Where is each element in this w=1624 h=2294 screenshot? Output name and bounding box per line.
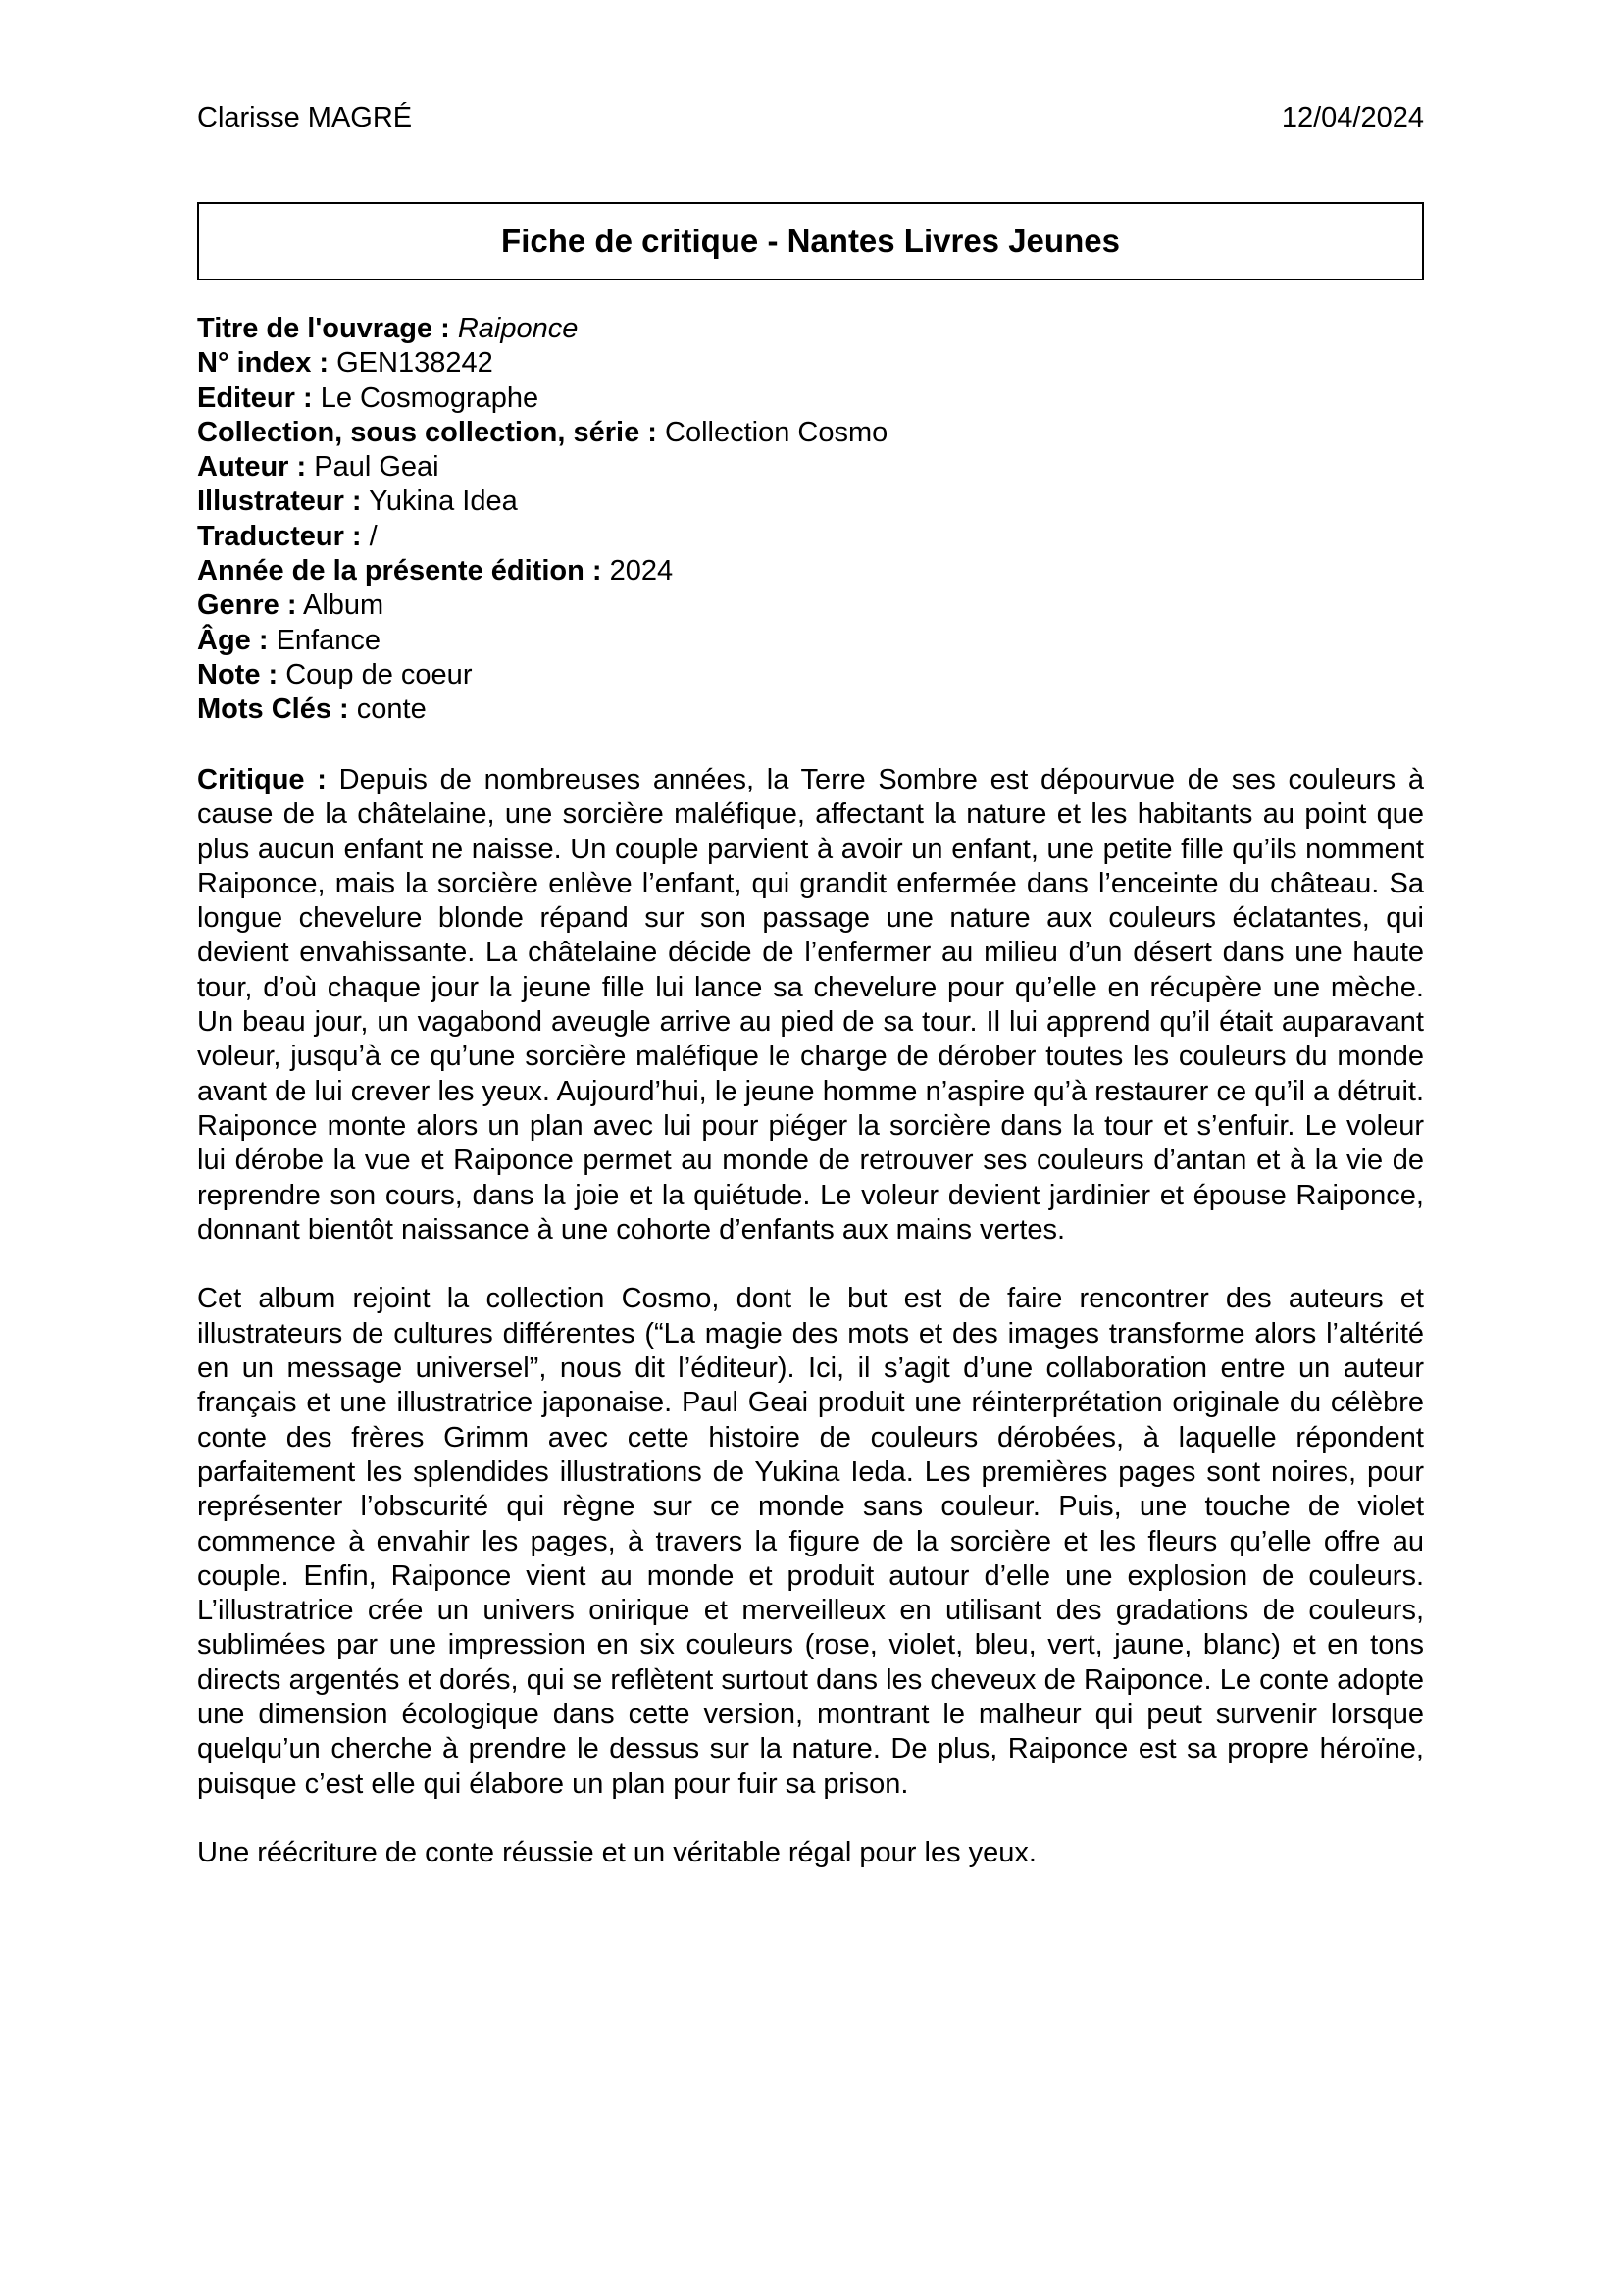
meta-row-translator	[197, 520, 1424, 554]
meta-row-genre	[197, 588, 1424, 623]
meta-label: N° index :	[197, 347, 330, 380]
critique-paragraph-2: Cet album rejoint la collection Cosmo, dont le but est de faire rencontrer des auteurs et illustrateurs de cultures différentes (“La magie des mots et des images transforme alors l’altérité en un message universel”, nous dit l’éditeur). Ici, il s’agit d’une collaboration entre un auteur français et une illustratrice japonaise. Paul Geai produit une réinterprétation originale du célèbre conte des frères Grimm avec cette histoire de couleurs dérobées, à laquelle répondent parfaitement les splendides illustrations de Yukina Ieda. Les premières pages sont noires, pour représenter l’obscurité qui règne sur ce monde sans couleur. Puis, une touche de violet commence à envahir les pages, à travers la figure de la sorcière et les fleurs qu’elle offre au couple. Enfin, Raiponce vient au monde et produit autour d’elle une explosion de couleurs. L’illustratrice crée un univers onirique et merveilleux en utilisant des gradations de couleurs, sublimées par une impression en six couleurs (rose, violet, bleu, vert, jaune, blanc) et en tons directs argentés et dorés, qui se reflètent surtout dans les cheveux de Raiponce. Le conte adopte une dimension écologique dans cette version, montrant le malheur qui peut survenir lorsque quelqu’un cherche à prendre le dessus sur la nature. De plus, Raiponce est sa propre héroïne, puisque c’est elle qui élabore un plan pour fuir sa prison.	[197, 1283, 1424, 1800]
meta-row-author	[197, 450, 1424, 484]
meta-value: Raiponce	[457, 313, 579, 344]
meta-label: Illustrateur :	[197, 485, 362, 518]
meta-label: Genre :	[197, 589, 297, 622]
meta-value: Enfance	[276, 624, 381, 656]
critique-paragraph-1	[197, 763, 1424, 1248]
meta-row-title	[197, 312, 1424, 346]
meta-label: Collection, sous collection, série :	[197, 416, 657, 448]
meta-value: Coup de coeur	[278, 658, 473, 690]
meta-label: Âge :	[197, 624, 269, 656]
document-title: Fiche de critique - Nantes Livres Jeunes	[501, 223, 1120, 259]
meta-value: Collection Cosmo	[665, 416, 888, 448]
meta-row-illustrator	[197, 484, 1424, 519]
meta-value: GEN138242	[336, 347, 493, 380]
meta-value: Le Cosmographe	[320, 382, 539, 414]
critique-conclusion: Une réécriture de conte réussie et un véritable régal pour les yeux.	[197, 1837, 1037, 1869]
meta-row-index	[197, 346, 1424, 381]
meta-row-rating	[197, 658, 1424, 692]
meta-value: /	[369, 520, 378, 552]
meta-value: Yukina Idea	[369, 485, 518, 518]
meta-value: Paul Geai	[314, 451, 439, 484]
book-metadata	[197, 312, 1424, 728]
critique-label: Critique :	[197, 764, 327, 795]
critique-section	[197, 763, 1424, 1906]
meta-value: conte	[356, 693, 427, 726]
meta-label: Titre de l'ouvrage :	[197, 313, 450, 344]
meta-label: Année de la présente édition :	[197, 555, 602, 587]
meta-row-edition-year	[197, 554, 1424, 588]
meta-value: Album	[303, 589, 384, 622]
meta-row-publisher	[197, 382, 1424, 416]
meta-label: Mots Clés :	[197, 693, 349, 726]
review-date: 12/04/2024	[1281, 102, 1424, 133]
meta-row-age	[197, 624, 1424, 658]
title-box	[197, 202, 1424, 280]
meta-label: Auteur :	[197, 451, 307, 484]
reviewer-name: Clarisse MAGRÉ	[197, 102, 413, 133]
meta-value: 2024	[609, 555, 674, 587]
critique-text: Depuis de nombreuses années, la Terre Sombre est dépourvue de ses couleurs à cause de la châtelaine, une sorcière maléfique, affectant la nature et les habitants au point que plus aucun enfant ne naisse. Un couple parvient à avoir un enfant, une petite fille qu’ils nomment Raiponce, mais la sorcière enlève l’enfant, qui grandit enfermée dans l’enceinte du château. Sa longue chevelure blonde répand sur son passage une nature aux couleurs éclatantes, qui devient envahissante. La châtelaine décide de l’enfermer au milieu d’un désert dans une haute tour, d’où chaque jour la jeune fille lui lance sa chevelure pour qu’elle en récupère une mèche. Un beau jour, un vagabond aveugle arrive au pied de sa tour. Il lui apprend qu’il était auparavant voleur, jusqu’à ce qu’une sorcière maléfique le charge de dérober toutes les couleurs du monde avant de lui crever les yeux. Aujourd’hui, le jeune homme n’aspire qu’à restaurer ce qu’il a détruit. Raiponce monte alors un plan avec lui pour piéger la sorcière dans la tour et s’enfuir. Le voleur lui dérobe la vue et Raiponce permet au monde de retrouver ses couleurs d’antan et à la vie de reprendre son cours, dans la joie et la quiétude. Le voleur devient jardinier et épouse Raiponce, donnant bientôt naissance à une cohorte d’enfants aux mains vertes.	[197, 764, 1425, 1246]
meta-label: Editeur :	[197, 382, 313, 414]
document-header	[197, 98, 1424, 137]
meta-row-keywords	[197, 692, 1424, 727]
meta-label: Traducteur :	[197, 520, 362, 552]
meta-row-collection	[197, 416, 1424, 450]
meta-label: Note :	[197, 658, 279, 690]
